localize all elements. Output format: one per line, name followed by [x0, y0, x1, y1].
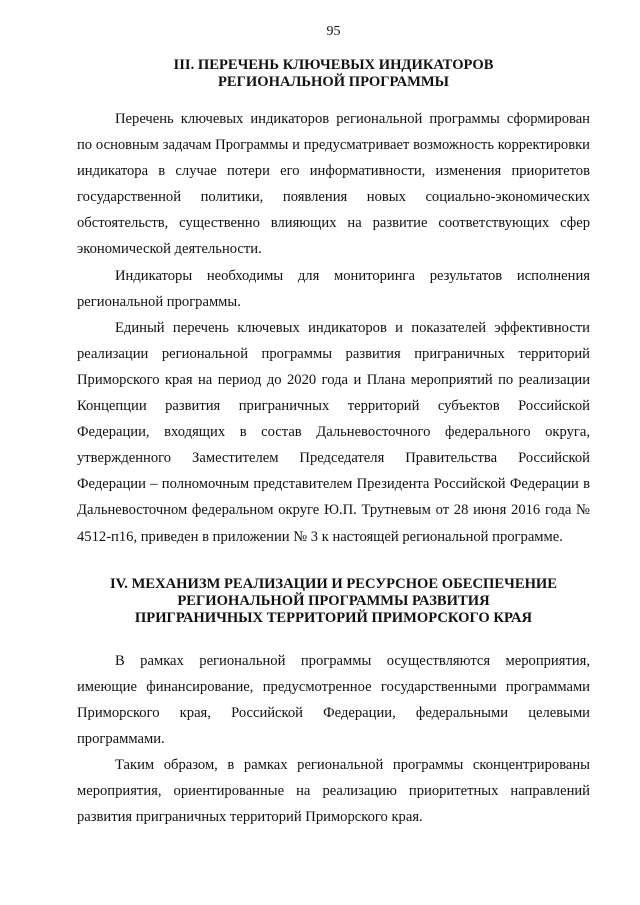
page-number: 95 — [326, 24, 341, 39]
section-4-body — [77, 648, 590, 831]
section-3-heading-line-1: III. ПЕРЕЧЕНЬ КЛЮЧЕВЫХ ИНДИКАТОРОВ — [173, 57, 494, 73]
section-3-paragraph-2: Индикаторы необходимы для мониторинга результатов исполнения региональной программы. — [77, 267, 590, 310]
section-4-heading-line-2: РЕГИОНАЛЬНОЙ ПРОГРАММЫ РАЗВИТИЯ — [177, 592, 490, 609]
section-3-paragraph-1: Перечень ключевых индикаторов региональной программы сформирован по основным задачам Программы и предусматривает возможность корректировки индикатора в случае потери его информативности, изменения приоритетов государственной политики, появления новых социально-экономических обстоятельств, существенно влияющих на развитие соответствующих сфер экономической деятельности. — [77, 111, 590, 258]
section-3-body — [77, 106, 590, 550]
section-3-paragraph-3: Единый перечень ключевых индикаторов и показателей эффективности реализации региональной программы развития приграничных территорий Приморского края на период до 2020 года и Плана мероприятий по реализации Концепции развития приграничных территорий субъектов Российской Федерации, входящих в состав Дальневосточного федерального округа, утвержденного Заместителем Председателя Правительства Российской Федерации – полномочным представителем Президента Российской Федерации в Дальневосточном федеральном округе Ю.П. Трутневым от 28 июня 2016 года № 4512-п16, приведен в приложении № 3 к настоящей региональной программе. — [77, 319, 590, 545]
section-3-heading-line-2: РЕГИОНАЛЬНОЙ ПРОГРАММЫ — [217, 74, 450, 90]
section-4-heading — [77, 576, 590, 627]
section-3-heading — [77, 57, 590, 91]
section-4-heading-line-1: IV. МЕХАНИЗМ РЕАЛИЗАЦИИ И РЕСУРСНОЕ ОБЕСПЕЧЕНИЕ — [109, 575, 558, 592]
section-4-paragraph-1: В рамках региональной программы осуществляются мероприятия, имеющие финансирование, предусмотренное государственными программами Приморского края, Российской Федерации, федеральными целевыми программами. — [77, 652, 590, 747]
section-4-paragraph-2: Таким образом, в рамках региональной программы сконцентрированы мероприятия, ориентированные на реализацию приоритетных направлений развития приграничных территорий Приморского края. — [77, 756, 590, 826]
section-4-heading-line-3: ПРИГРАНИЧНЫХ ТЕРРИТОРИЙ ПРИМОРСКОГО КРАЯ — [134, 609, 533, 626]
